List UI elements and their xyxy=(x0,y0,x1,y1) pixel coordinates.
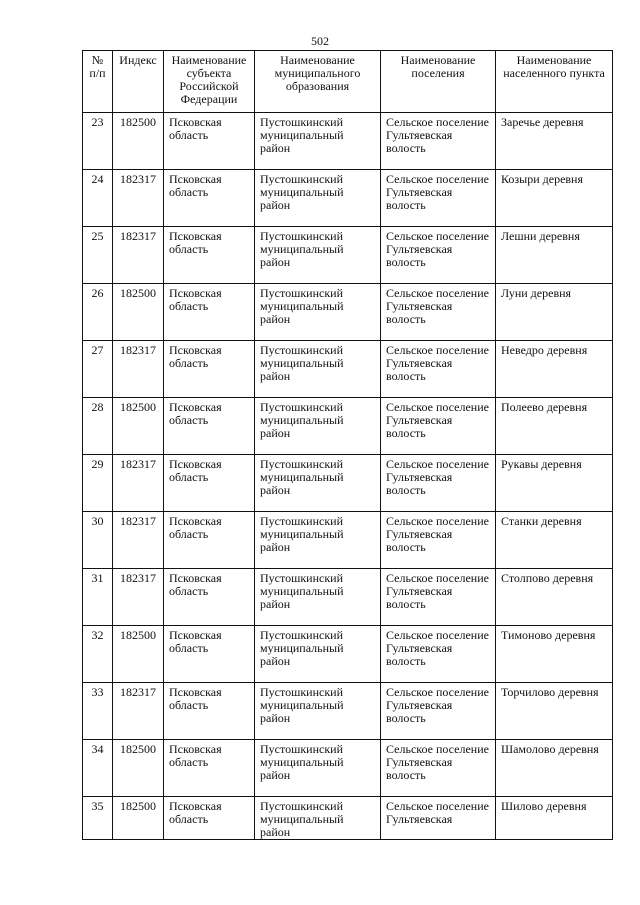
postal-index-cell: 182317 xyxy=(113,170,164,227)
settlement-cell: Сельское поселение Гультяевская волость xyxy=(381,569,496,626)
table-row xyxy=(83,341,613,398)
subject-cell: Псковская область xyxy=(164,797,255,840)
locality-cell: Столпово деревня xyxy=(496,569,613,626)
postal-index-cell: 182317 xyxy=(113,683,164,740)
settlement-cell: Сельское поселение Гультяевская волость xyxy=(381,170,496,227)
settlement-cell: Сельское поселение Гультяевская волость xyxy=(381,113,496,170)
settlement-cell: Сельское поселение Гультяевская волость xyxy=(381,683,496,740)
postal-index-cell: 182500 xyxy=(113,284,164,341)
municipal-cell: Пустошкинский муниципальный район xyxy=(255,227,381,284)
locality-cell: Заречье деревня xyxy=(496,113,613,170)
subject-cell: Псковская область xyxy=(164,284,255,341)
settlement-cell: Сельское поселение Гультяевская волость xyxy=(381,512,496,569)
postal-index-cell: 182317 xyxy=(113,569,164,626)
subject-cell: Псковская область xyxy=(164,512,255,569)
row-number-cell: 28 xyxy=(83,398,113,455)
table-body xyxy=(83,113,613,840)
table-row xyxy=(83,170,613,227)
row-number-cell: 24 xyxy=(83,170,113,227)
table-row xyxy=(83,284,613,341)
table-row xyxy=(83,113,613,170)
header-municipal: Наименование муниципального образования xyxy=(255,51,381,113)
page-number: 502 xyxy=(311,34,329,48)
municipal-cell: Пустошкинский муниципальный район xyxy=(255,626,381,683)
table-row xyxy=(83,626,613,683)
table-row xyxy=(83,455,613,512)
subject-cell: Псковская область xyxy=(164,683,255,740)
subject-cell: Псковская область xyxy=(164,227,255,284)
locality-cell: Шилово деревня xyxy=(496,797,613,840)
municipal-cell: Пустошкинский муниципальный район xyxy=(255,341,381,398)
settlement-cell: Сельское поселение Гультяевская волость xyxy=(381,227,496,284)
subject-cell: Псковская область xyxy=(164,455,255,512)
postal-index-cell: 182500 xyxy=(113,797,164,840)
table-row xyxy=(83,512,613,569)
subject-cell: Псковская область xyxy=(164,740,255,797)
row-number-cell: 30 xyxy=(83,512,113,569)
table-row xyxy=(83,569,613,626)
row-number-cell: 23 xyxy=(83,113,113,170)
row-number-cell: 25 xyxy=(83,227,113,284)
locality-cell: Лешни деревня xyxy=(496,227,613,284)
municipal-cell: Пустошкинский муниципальный район xyxy=(255,797,381,840)
municipal-cell: Пустошкинский муниципальный район xyxy=(255,455,381,512)
locality-cell: Луни деревня xyxy=(496,284,613,341)
postal-index-cell: 182500 xyxy=(113,626,164,683)
row-number-cell: 34 xyxy=(83,740,113,797)
locality-cell: Торчилово деревня xyxy=(496,683,613,740)
table-row xyxy=(83,797,613,840)
postal-index-cell: 182317 xyxy=(113,455,164,512)
locality-cell: Неведро деревня xyxy=(496,341,613,398)
municipal-cell: Пустошкинский муниципальный район xyxy=(255,113,381,170)
settlement-cell: Сельское поселение Гультяевская волость xyxy=(381,284,496,341)
subject-cell: Псковская область xyxy=(164,626,255,683)
locality-cell: Тимоново деревня xyxy=(496,626,613,683)
postal-index-cell: 182317 xyxy=(113,512,164,569)
locality-cell: Рукавы деревня xyxy=(496,455,613,512)
header-settlement: Наименование поселения xyxy=(381,51,496,113)
municipal-cell: Пустошкинский муниципальный район xyxy=(255,740,381,797)
municipal-cell: Пустошкинский муниципальный район xyxy=(255,170,381,227)
subject-cell: Псковская область xyxy=(164,170,255,227)
municipal-cell: Пустошкинский муниципальный район xyxy=(255,398,381,455)
subject-cell: Псковская область xyxy=(164,113,255,170)
settlement-cell: Сельское поселение Гультяевская волость xyxy=(381,341,496,398)
municipal-cell: Пустошкинский муниципальный район xyxy=(255,284,381,341)
locality-table xyxy=(82,50,613,840)
row-number-cell: 29 xyxy=(83,455,113,512)
header-index: Индекс xyxy=(113,51,164,113)
municipal-cell: Пустошкинский муниципальный район xyxy=(255,512,381,569)
settlement-cell: Сельское поселение Гультяевская волость xyxy=(381,740,496,797)
settlement-cell: Сельское поселение Гультяевская волость xyxy=(381,626,496,683)
row-number-cell: 33 xyxy=(83,683,113,740)
postal-index-cell: 182317 xyxy=(113,227,164,284)
postal-index-cell: 182500 xyxy=(113,740,164,797)
row-number-cell: 32 xyxy=(83,626,113,683)
table-row xyxy=(83,398,613,455)
settlement-cell: Сельское поселение Гультяевская xyxy=(381,797,496,840)
row-number-cell: 35 xyxy=(83,797,113,840)
postal-index-cell: 182500 xyxy=(113,398,164,455)
row-number-cell: 31 xyxy=(83,569,113,626)
table-header-row xyxy=(83,51,613,113)
settlement-cell: Сельское поселение Гультяевская волость xyxy=(381,455,496,512)
postal-index-cell: 182317 xyxy=(113,341,164,398)
municipal-cell: Пустошкинский муниципальный район xyxy=(255,569,381,626)
settlement-cell: Сельское поселение Гультяевская волость xyxy=(381,398,496,455)
locality-cell: Козыри деревня xyxy=(496,170,613,227)
header-num: № п/п xyxy=(83,51,113,113)
row-number-cell: 26 xyxy=(83,284,113,341)
header-subject: Наименование субъекта Российской Федерации xyxy=(164,51,255,113)
locality-cell: Станки деревня xyxy=(496,512,613,569)
subject-cell: Псковская область xyxy=(164,341,255,398)
table-row xyxy=(83,227,613,284)
header-locality: Наименование населенного пункта xyxy=(496,51,613,113)
subject-cell: Псковская область xyxy=(164,398,255,455)
row-number-cell: 27 xyxy=(83,341,113,398)
locality-cell: Шамолово деревня xyxy=(496,740,613,797)
table-row xyxy=(83,740,613,797)
subject-cell: Псковская область xyxy=(164,569,255,626)
postal-index-cell: 182500 xyxy=(113,113,164,170)
table-row xyxy=(83,683,613,740)
municipal-cell: Пустошкинский муниципальный район xyxy=(255,683,381,740)
locality-cell: Полеево деревня xyxy=(496,398,613,455)
